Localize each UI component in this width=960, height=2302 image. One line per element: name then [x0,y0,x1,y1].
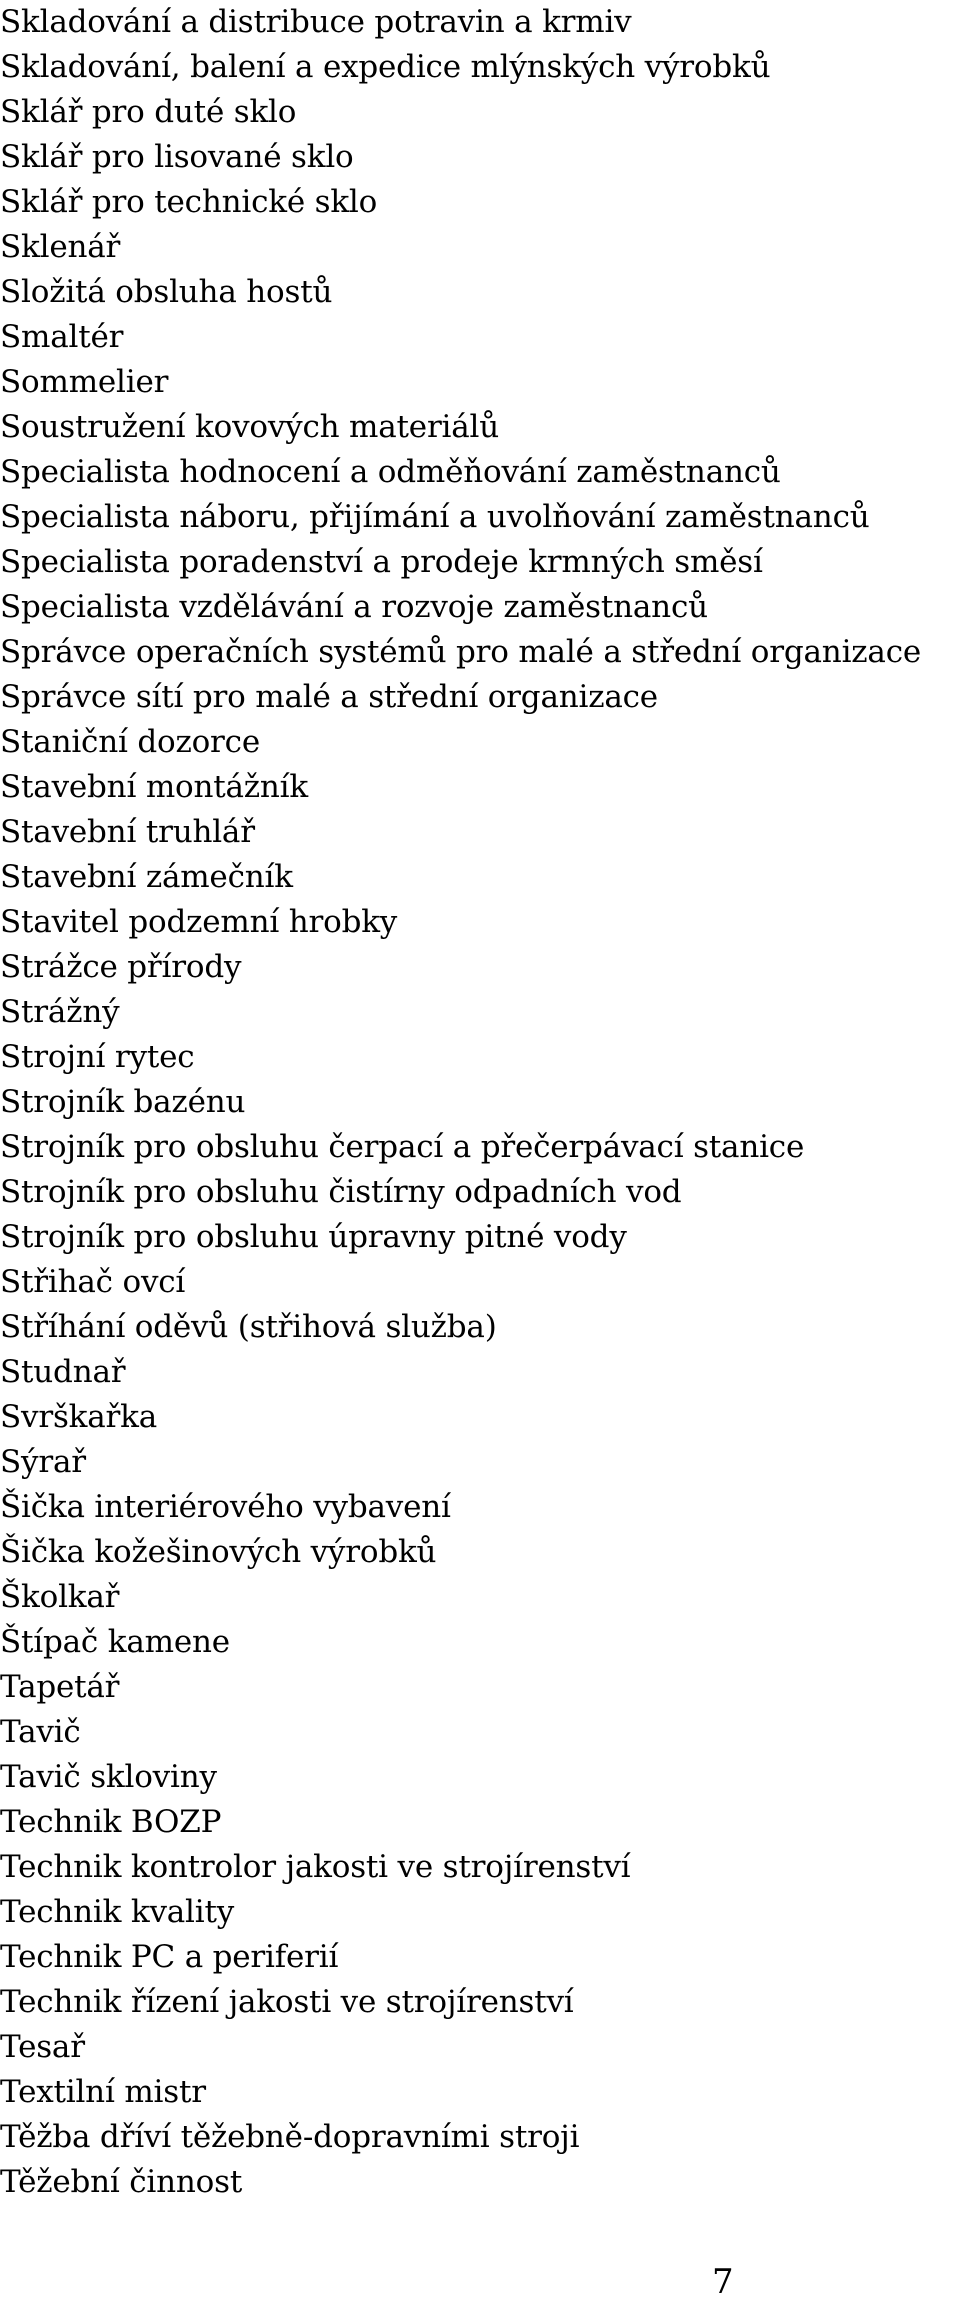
list-item: Tavič [0,1714,81,1750]
list-item: Šička kožešinových výrobků [0,1534,437,1570]
list-item: Specialista hodnocení a odměňování zaměstnanců [0,454,781,490]
list-item: Soustružení kovových materiálů [0,409,500,445]
list-item: Školkař [0,1579,120,1615]
list-item: Strojník pro obsluhu čerpací a přečerpávací stanice [0,1129,805,1165]
list-item: Sklář pro technické sklo [0,184,378,220]
list-item: Těžební činnost [0,2164,243,2200]
list-item: Štípač kamene [0,1624,230,1660]
list-item: Studnař [0,1354,126,1390]
list-item: Technik PC a periferií [0,1939,339,1975]
list-item: Technik kontrolor jakosti ve strojírenství [0,1849,631,1885]
list-item: Strojník pro obsluhu úpravny pitné vody [0,1219,627,1255]
list-item: Sklář pro lisované sklo [0,139,354,175]
list-item: Sýrař [0,1444,86,1480]
list-item: Šička interiérového vybavení [0,1489,451,1525]
list-item: Stavební montážník [0,769,308,805]
list-item: Střihač ovcí [0,1264,186,1300]
list-item: Strážný [0,994,120,1030]
list-item: Strojník pro obsluhu čistírny odpadních vod [0,1174,682,1210]
list-item: Sklář pro duté sklo [0,94,297,130]
list-item: Specialista náboru, přijímání a uvolňování zaměstnanců [0,499,870,535]
list-item: Těžba dříví těžebně-dopravními stroji [0,2119,580,2155]
list-item: Složitá obsluha hostů [0,274,333,310]
list-item: Strojník bazénu [0,1084,246,1120]
list-item: Stříhání oděvů (střihová služba) [0,1309,497,1345]
list-item: Specialista vzdělávání a rozvoje zaměstnanců [0,589,708,625]
list-item: Technik kvality [0,1894,235,1930]
list-item: Skladování a distribuce potravin a krmiv [0,4,632,40]
list-item: Tesař [0,2029,85,2065]
list-item: Svrškařka [0,1399,158,1435]
list-item: Strojní rytec [0,1039,195,1075]
list-item: Stavitel podzemní hrobky [0,904,398,940]
list-item: Skladování, balení a expedice mlýnských výrobků [0,49,771,85]
list-item: Stavební zámečník [0,859,293,895]
list-item: Sommelier [0,364,169,400]
list-item: Technik řízení jakosti ve strojírenství [0,1984,574,2020]
list-item: Tapetář [0,1669,120,1705]
list-item: Stavební truhlář [0,814,255,850]
list-item: Strážce přírody [0,949,242,985]
page-number: 7 [712,2262,734,2302]
list-item: Správce operačních systémů pro malé a střední organizace [0,634,922,670]
list-item: Textilní mistr [0,2074,206,2110]
list-item: Tavič skloviny [0,1759,217,1795]
list-item: Sklenář [0,229,121,265]
list-item: Správce sítí pro malé a střední organizace [0,679,658,715]
list-item: Smaltér [0,319,124,355]
list-item: Technik BOZP [0,1804,222,1840]
list-item: Staniční dozorce [0,724,260,760]
list-item: Specialista poradenství a prodeje krmných směsí [0,544,763,580]
